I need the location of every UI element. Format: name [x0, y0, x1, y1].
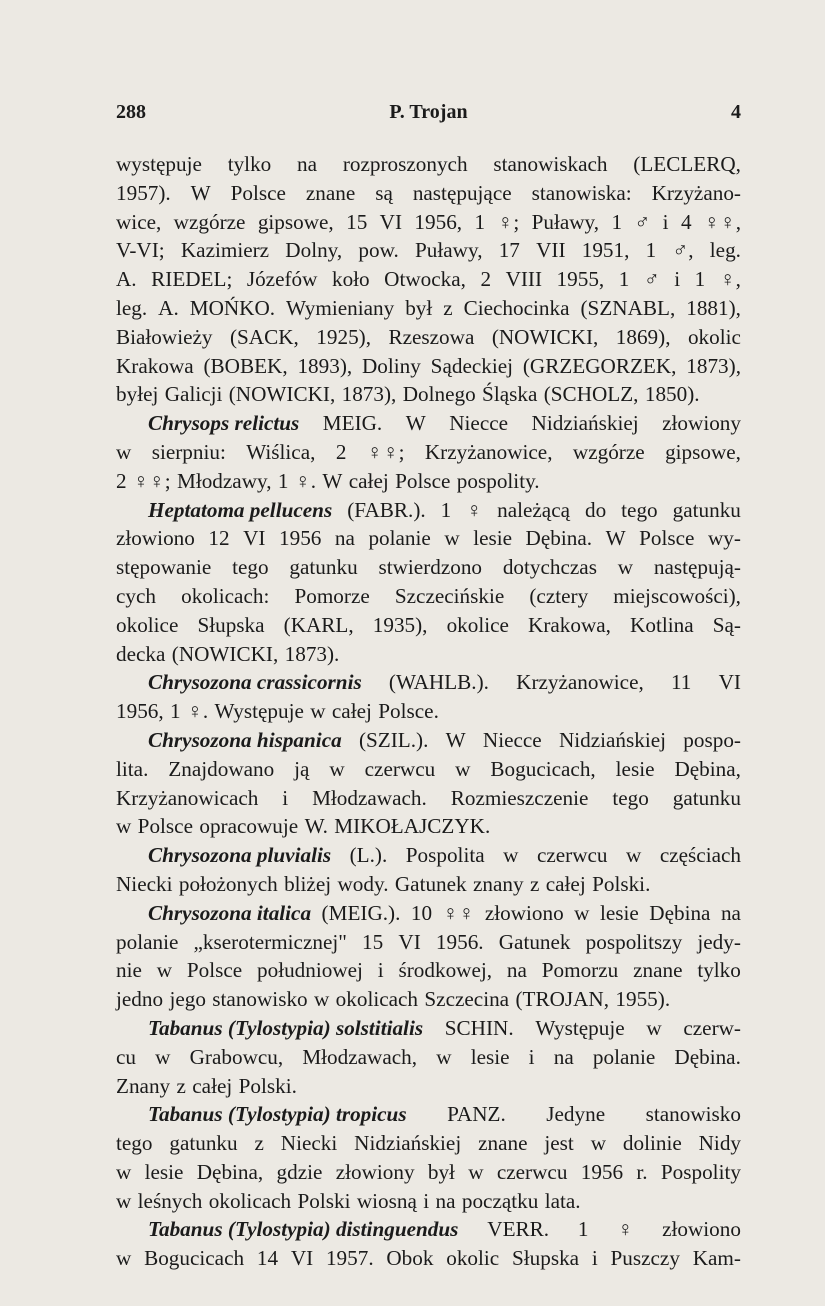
text-line: 1957). W Polsce znane są następujące stanowiska: Krzyżano-	[116, 180, 741, 205]
text-line: cych okolicach: Pomorze Szczecińskie (cztery miejscowości),	[116, 583, 741, 608]
species-entry-line: Chrysozona hispanica (SZIL.). W Niecce Nidziańskiej pospo-	[116, 726, 741, 755]
species-entry-line: Chrysops relictus MEIG. W Niecce Nidziańskiej złowiony	[116, 409, 741, 438]
text-line: lita. Znajdowano ją w czerwcu w Bogucicach, lesie Dębina,	[116, 756, 741, 781]
body-text	[116, 150, 741, 1273]
species-entry-line: Tabanus (Tylostypia) distinguendus VERR. 1 ♀ złowiono	[116, 1215, 741, 1244]
taxon-name: Chrysozona hispanica	[148, 727, 342, 752]
taxon-name: Chrysops relictus	[148, 411, 300, 436]
text-line: nie w Polsce południowej i środkowej, na Pomorzu znane tylko	[116, 958, 741, 983]
section-number: 4	[731, 101, 741, 123]
text-line: w leśnych okolicach Polski wiosną i na początku lata.	[116, 1188, 581, 1213]
text-line: okolice Słupska (KARL, 1935), okolice Krakowa, Kotlina Są-	[116, 612, 741, 637]
species-entry-line: Chrysozona italica (MEIG.). 10 ♀♀ złowiono w lesie Dębina na	[116, 899, 741, 928]
species-entry-line: Heptatoma pellucens (FABR.). 1 ♀ należącą do tego gatunku	[116, 496, 741, 525]
taxon-name: Heptatoma pellucens	[148, 497, 333, 522]
species-entry-line: Chrysozona pluvialis (L.). Pospolita w czerwcu w częściach	[116, 841, 741, 870]
text-line: A. RIEDEL; Józefów koło Otwocka, 2 VIII 1955, 1 ♂ i 1 ♀,	[116, 267, 741, 292]
text-line: decka (NOWICKI, 1873).	[116, 641, 340, 666]
text-line: 1956, 1 ♀. Występuje w całej Polsce.	[116, 699, 439, 724]
text-line: cu w Grabowcu, Młodzawach, w lesie i na polanie Dębina.	[116, 1044, 741, 1069]
text-line: w lesie Dębina, gdzie złowiony był w czerwcu 1956 r. Pospolity	[116, 1159, 741, 1184]
text-line: Krakowa (BOBEK, 1893), Doliny Sądeckiej (GRZEGORZEK, 1873),	[116, 353, 741, 378]
text-line: w Bogucicach 14 VI 1957. Obok okolic Słupska i Puszczy Kam-	[116, 1246, 741, 1271]
species-entry-line: Tabanus (Tylostypia) tropicus PANZ. Jedyne stanowisko	[116, 1100, 741, 1129]
running-header	[116, 101, 741, 131]
species-entry-line: Chrysozona crassicornis (WAHLB.). Krzyżanowice, 11 VI	[116, 668, 741, 697]
text-line: wice, wzgórze gipsowe, 15 VI 1956, 1 ♀; Puławy, 1 ♂ i 4 ♀♀,	[116, 209, 741, 234]
taxon-name: Tabanus (Tylostypia) solstitialis	[148, 1015, 424, 1040]
text-line: polanie „kserotermicznej" 15 VI 1956. Gatunek pospolitszy jedy-	[116, 929, 741, 954]
text-line: w sierpniu: Wiślica, 2 ♀♀; Krzyżanowice, wzgórze gipsowe,	[116, 439, 741, 464]
text-line: występuje tylko na rozproszonych stanowiskach (LECLERQ,	[116, 152, 741, 176]
text-line: jedno jego stanowisko w okolicach Szczecina (TROJAN, 1955).	[116, 987, 671, 1012]
text-line: leg. A. MOŃKO. Wymieniany był z Ciechocinka (SZNABL, 1881),	[116, 295, 741, 320]
text-line: tego gatunku z Niecki Nidziańskiej znane jest w dolinie Nidy	[116, 1131, 741, 1156]
taxon-name: Tabanus (Tylostypia) distinguendus	[148, 1217, 459, 1242]
text-line: V-VI; Kazimierz Dolny, pow. Puławy, 17 VII 1951, 1 ♂, leg.	[116, 238, 741, 263]
text-line: stępowanie tego gatunku stwierdzono dotychczas w następują-	[116, 555, 741, 580]
running-author: P. Trojan	[389, 101, 468, 123]
text-line: Krzyżanowicach i Młodzawach. Rozmieszczenie tego gatunku	[116, 785, 741, 810]
page-number: 288	[116, 101, 146, 123]
taxon-name: Tabanus (Tylostypia) tropicus	[148, 1102, 407, 1127]
taxon-name: Chrysozona pluvialis	[148, 843, 332, 868]
text-line: Znany z całej Polski.	[116, 1073, 297, 1098]
text-line: 2 ♀♀; Młodzawy, 1 ♀. W całej Polsce pospolity.	[116, 468, 540, 493]
taxon-name: Chrysozona crassicornis	[148, 670, 362, 695]
text-line: Niecki położonych bliżej wody. Gatunek znany z całej Polski.	[116, 871, 651, 896]
text-line: Białowieży (SACK, 1925), Rzeszowa (NOWICKI, 1869), okolic	[116, 324, 741, 349]
text-line: w Polsce opracowuje W. MIKOŁAJCZYK.	[116, 814, 491, 839]
text-line: złowiono 12 VI 1956 na polanie w lesie Dębina. W Polsce wy-	[116, 526, 741, 551]
text-line: byłej Galicji (NOWICKI, 1873), Dolnego Śląska (SCHOLZ, 1850).	[116, 382, 700, 407]
species-entry-line: Tabanus (Tylostypia) solstitialis SCHIN. Występuje w czerw-	[116, 1014, 741, 1043]
taxon-name: Chrysozona italica	[148, 900, 312, 925]
